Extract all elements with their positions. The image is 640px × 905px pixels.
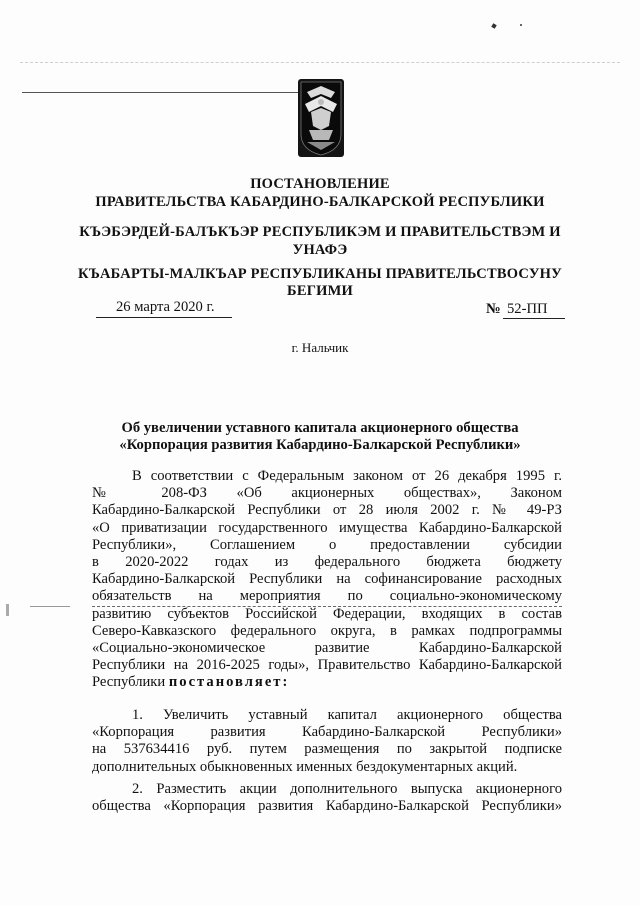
text-line: № 208-ФЗ «Об акционерных обществах», Законом — [92, 485, 562, 502]
scan-artifact-line — [20, 62, 620, 63]
text-line — [92, 674, 562, 691]
text-line: в 2020-2022 годах из федерального бюджета бюджету — [92, 554, 562, 571]
number-underline — [503, 318, 565, 319]
text-line: общества «Корпорация развития Кабардино-Балкарской Республики» — [92, 798, 562, 815]
date-underline — [96, 317, 232, 318]
government-name-kabardian-cont: УНАФЭ — [292, 242, 348, 258]
document-number: 52-ПП — [507, 301, 548, 317]
text-line: В соответствии с Федеральным законом от 26 декабря 1995 г. — [132, 468, 562, 484]
text-line: «Корпорация развития Кабардино-Балкарской Республики» — [92, 724, 562, 741]
clause-1-paragraph — [92, 707, 562, 776]
scan-speck — [520, 24, 522, 26]
preamble-paragraph — [92, 468, 562, 692]
government-name-balkar-cont: БЕГИМИ — [287, 283, 353, 299]
city-name: г. Нальчик — [291, 340, 349, 355]
text-line: обязательств на мероприятия по социально-экономическому — [92, 588, 562, 605]
scan-artifact-line — [92, 606, 562, 607]
text-line: Республики», Соглашением о предоставлении субсидии — [92, 536, 562, 553]
resolution-keyword: постановляет: — [168, 674, 290, 691]
text-line: Северо-Кавказского федерального округа, в рамках подпрограммы — [92, 622, 562, 639]
text-line: 1. Увеличить уставный капитал акционерного общества — [132, 707, 562, 723]
document-title-line1: Об увеличении уставного капитала акционерного общества — [121, 420, 519, 436]
header-rule — [22, 92, 300, 93]
government-name: ПРАВИТЕЛЬСТВА КАБАРДИНО-БАЛКАРСКОЙ РЕСПУБЛИКИ — [95, 194, 545, 210]
text-line: Кабардино-Балкарской Республики от 28 июля 2002 г. № 49-РЗ — [92, 502, 562, 519]
number-sign: № — [486, 301, 501, 317]
document-title-line2: «Корпорация развития Кабардино-Балкарской Республики» — [119, 437, 521, 453]
government-name-balkar: КЪАБАРТЫ-МАЛКЪАР РЕСПУБЛИКАНЫ ПРАВИТЕЛЬСТВОСУНУ — [78, 266, 562, 282]
text-fragment: Республики — [92, 674, 166, 691]
scan-speck — [6, 604, 9, 616]
scan-artifact-line — [30, 606, 70, 607]
text-line: Кабардино-Балкарской Республики на софинансирование расходных — [92, 571, 562, 588]
scan-speck — [491, 23, 496, 28]
text-line: развитию субъектов Российской Федерации, входящих в состав — [92, 605, 562, 622]
coat-of-arms-emblem — [297, 78, 345, 158]
text-line: на 537634416 руб. путем размещения по закрытой подписке — [92, 741, 562, 758]
text-line: «Социально-экономическое развитие Кабардино-Балкарской — [92, 640, 562, 657]
text-line: «О приватизации государственного имущества Кабардино-Балкарской — [92, 519, 562, 536]
clause-2-paragraph — [92, 781, 562, 815]
text-line: Республики на 2016-2025 годы», Правительство Кабардино-Балкарской — [92, 657, 562, 674]
text-line: 2. Разместить акции дополнительного выпуска акционерного — [132, 781, 562, 797]
text-line: дополнительных обыкновенных именных бездокументарных акций. — [92, 758, 518, 775]
document-date: 26 марта 2020 г. — [116, 299, 215, 315]
government-name-kabardian: КЪЭБЭРДЕЙ-БАЛЪКЪЭР РЕСПУБЛИКЭМ И ПРАВИТЕЛЬСТВЭМ И — [79, 224, 561, 240]
doc-type-heading: ПОСТАНОВЛЕНИЕ — [250, 176, 390, 192]
